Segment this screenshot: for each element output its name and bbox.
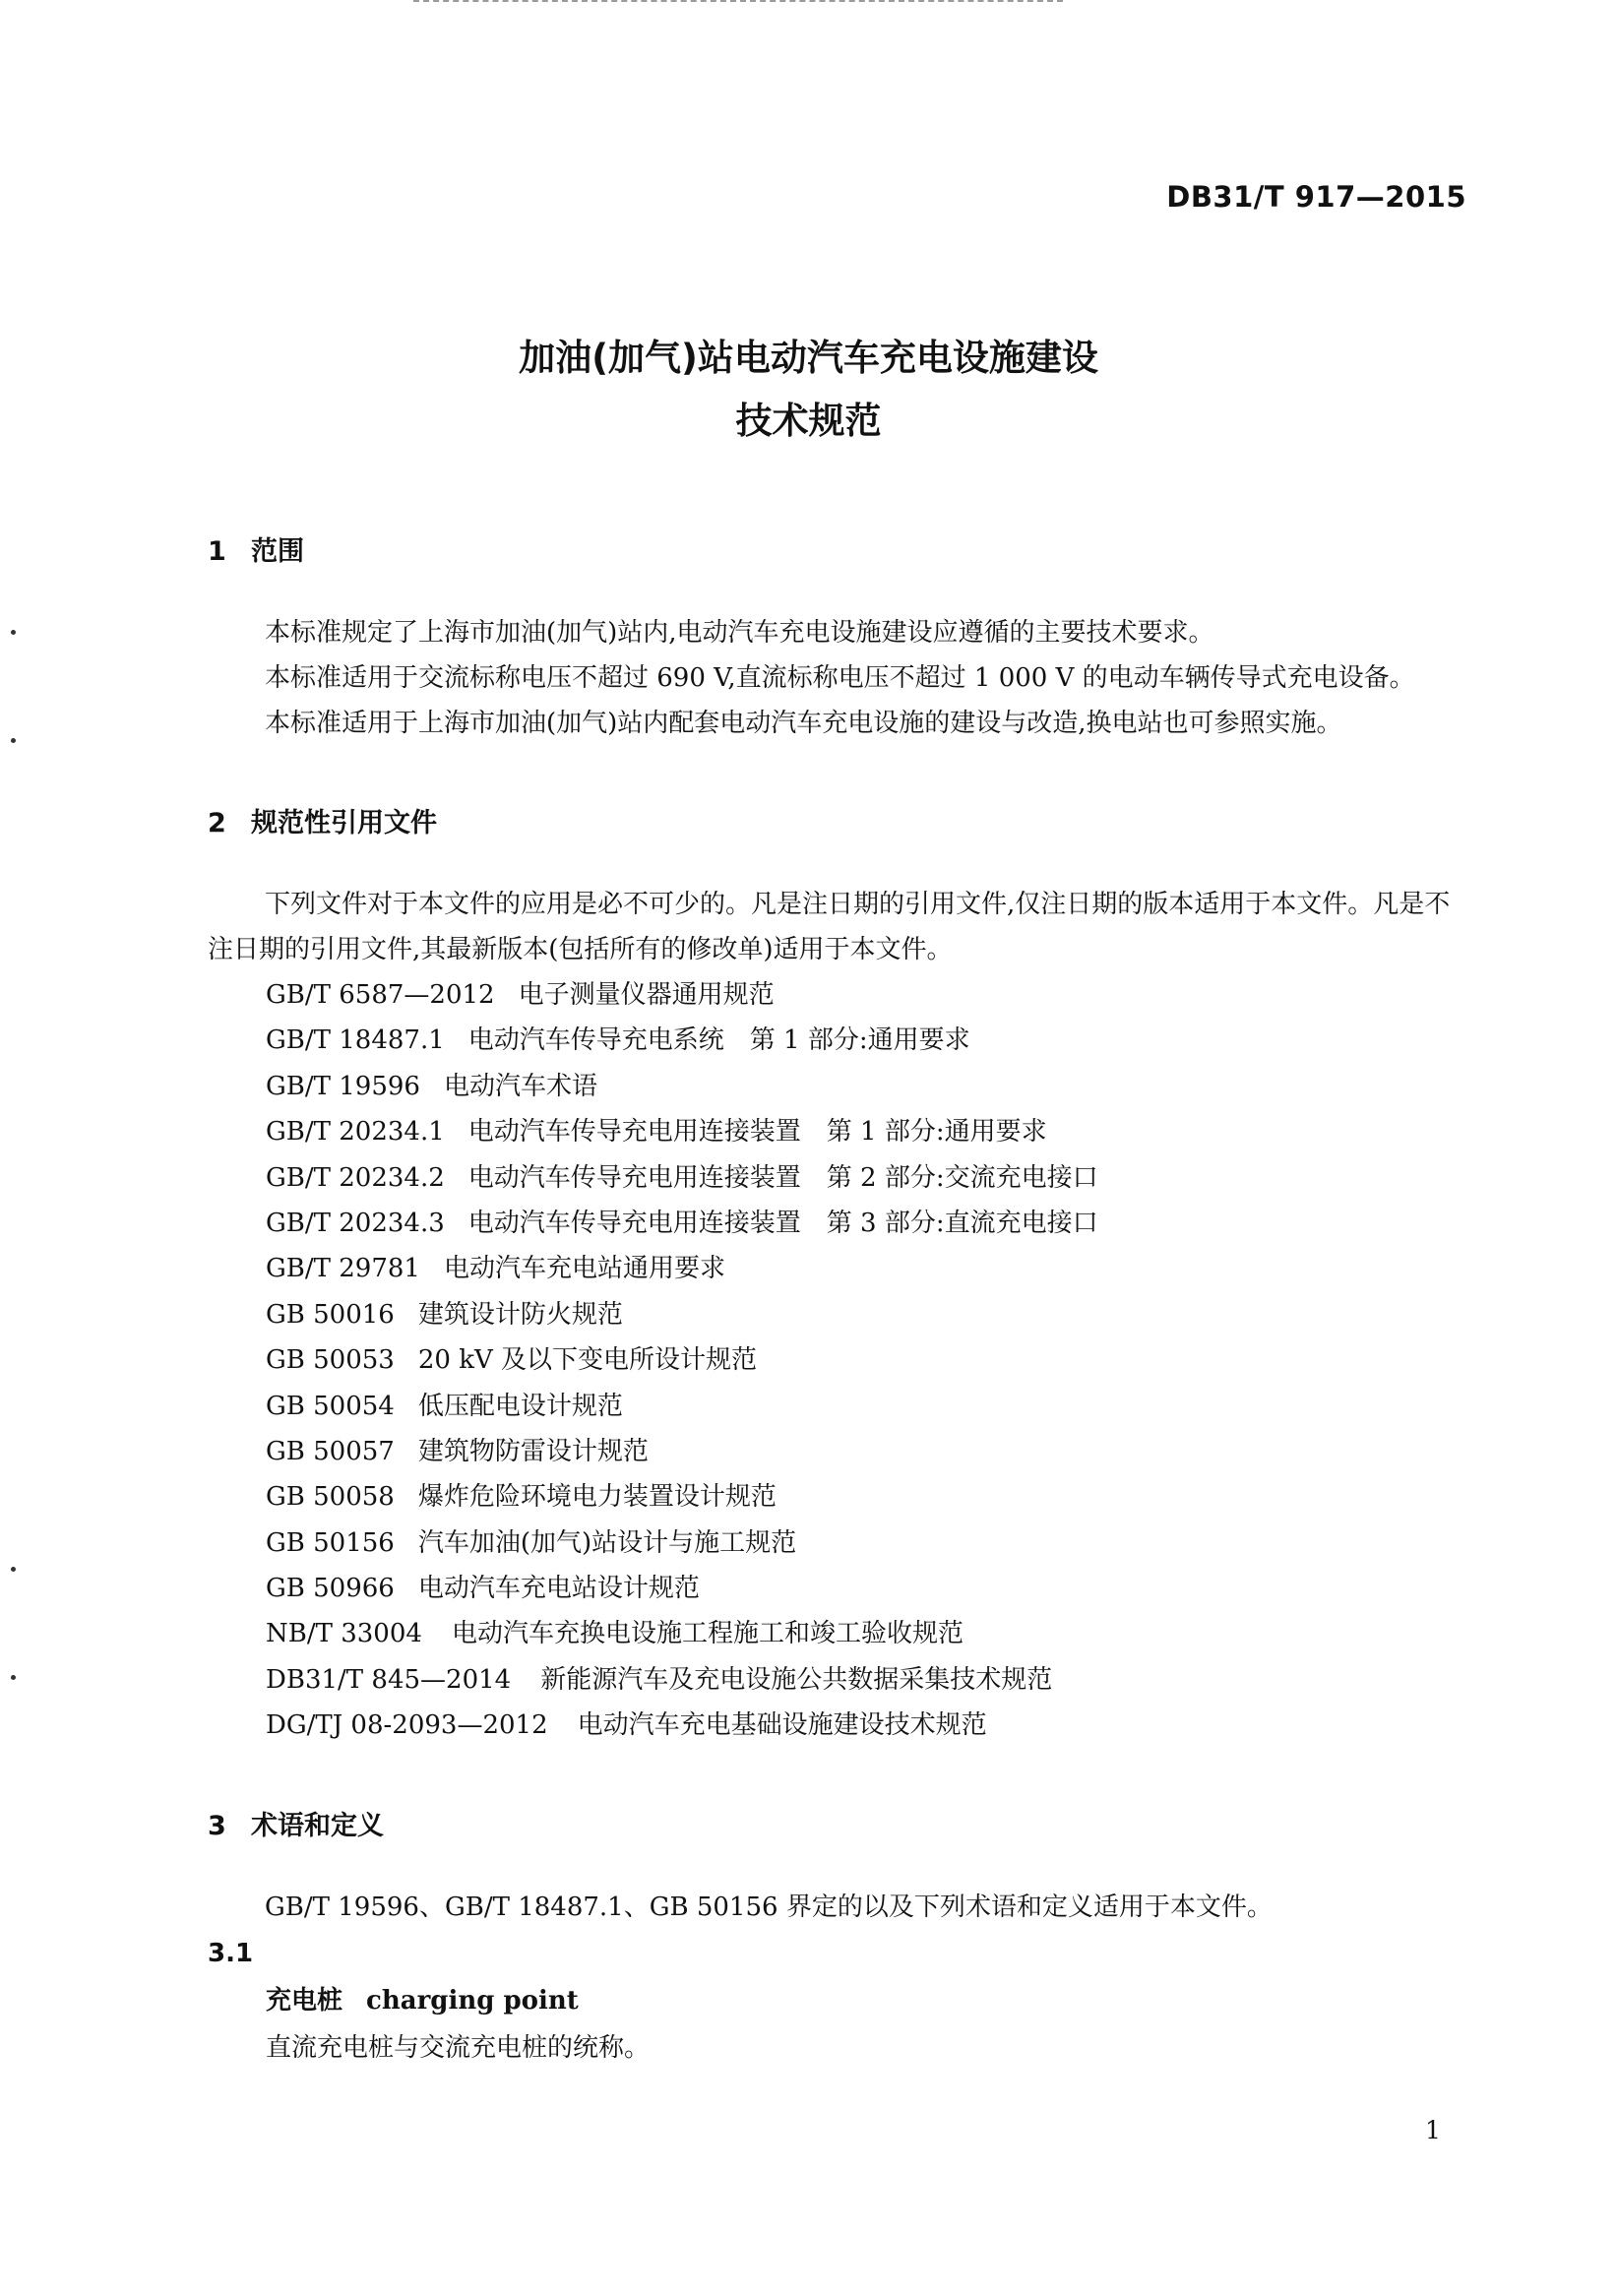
reference-item [266,1155,1467,1201]
reference-title: 电动汽车传导充电用连接装置 第 3 部分:直流充电接口 [467,1208,1098,1238]
section-2-heading [208,801,1467,846]
reference-title: 电动汽车充电基础设施建设技术规范 [577,1710,987,1741]
reference-code: GB/T 20234.1 [266,1117,445,1148]
title-line-1: 加油(加气)站电动汽车充电设施建设 [519,337,1098,379]
reference-title: 汽车加油(加气)站设计与施工规范 [417,1527,797,1558]
reference-code: GB 50016 [266,1299,395,1330]
reference-title: 建筑设计防火规范 [417,1299,623,1330]
term-name-cn: 充电桩 [266,1985,343,2016]
term-name [266,1977,1467,2024]
reference-code: GB/T 29781 [266,1254,420,1284]
reference-title: 20 kV 及以下变电所设计规范 [417,1345,758,1376]
reference-item [266,1657,1467,1703]
paragraph: 本标准适用于交流标称电压不超过 690 V,直流标称电压不超过 1 000 V 的电动车辆传导式充电设备。 [265,663,1415,693]
reference-title: 电动汽车充换电设施工程施工和竣工验收规范 [451,1619,964,1649]
reference-item [266,1520,1467,1566]
reference-code: GB 50058 [266,1482,395,1513]
section-title: 规范性引用文件 [251,808,437,838]
paragraph: 本标准适用于上海市加油(加气)站内配套电动汽车充电设施的建设与改造,换电站也可参照实施。 [265,709,1342,738]
reference-item [266,1566,1467,1611]
reference-item [266,1474,1467,1520]
reference-title: 新能源汽车及充电设施公共数据采集技术规范 [540,1664,1053,1695]
reference-code: NB/T 33004 [266,1619,422,1649]
reference-item [266,1246,1467,1291]
document-code: DB31/T 917—2015 [1166,180,1466,214]
reference-code: GB 50054 [266,1391,395,1421]
paragraph: GB/T 19596、GB/T 18487.1、GB 50156 界定的以及下列术语和定义适用于本文件。 [265,1892,1273,1922]
reference-code: GB/T 19596 [266,1071,420,1101]
reference-code: GB/T 20234.3 [266,1208,445,1238]
title-line-2: 技术规范 [735,400,882,442]
reference-title: 电动汽车充电站设计规范 [417,1574,700,1604]
reference-title: 电动汽车传导充电系统 第 1 部分:通用要求 [467,1025,970,1056]
reference-code: DB31/T 845—2014 [266,1664,512,1695]
reference-item [266,1109,1467,1154]
section-1-heading [208,529,1467,575]
reference-item [266,1337,1467,1383]
document-body [208,529,1467,2072]
section-title: 范围 [251,536,304,567]
reference-code: GB 50057 [266,1436,395,1466]
reference-item [266,1064,1467,1109]
reference-item [266,1384,1467,1429]
section-number: 3 [208,1810,226,1841]
reference-title: 建筑物防雷设计规范 [417,1436,649,1466]
reference-list [266,972,1467,1749]
page-number: 1 [1425,2116,1441,2144]
reference-item [266,1201,1467,1246]
reference-code: DG/TJ 08-2093—2012 [266,1710,548,1741]
reference-item [266,1703,1467,1748]
reference-code: GB/T 6587—2012 [266,980,495,1010]
paragraph: 下列文件对于本文件的应用是必不可少的。凡是注日期的引用文件,仅注日期的版本适用于本文件。凡是不注日期的引用文件,其最新版本(包括所有的修改单)适用于本文件。 [208,890,1451,964]
reference-code: GB/T 18487.1 [266,1025,445,1056]
term-number: 3.1 [208,1938,254,1968]
reference-title: 电动汽车传导充电用连接装置 第 1 部分:通用要求 [467,1117,1047,1148]
section-title: 术语和定义 [251,1810,384,1841]
scan-speck [11,1675,16,1680]
scan-speck [11,738,16,743]
scan-speck [11,1567,16,1572]
reference-title: 低压配电设计规范 [417,1391,623,1421]
term-definition: 直流充电桩与交流充电桩的统称。 [266,2032,651,2063]
reference-code: GB 50053 [266,1345,395,1376]
reference-item [266,1429,1467,1474]
reference-item [266,1292,1467,1337]
section-number: 1 [208,536,226,567]
reference-title: 爆炸危险环境电力装置设计规范 [417,1482,777,1513]
reference-code: GB 50156 [266,1527,395,1558]
scan-speck [11,630,16,635]
reference-title: 电动汽车充电站通用要求 [443,1254,725,1284]
reference-title: 电动汽车术语 [443,1071,597,1101]
reference-item [266,1018,1467,1063]
section-number: 2 [208,808,226,838]
reference-item [266,972,1467,1018]
reference-code: GB 50966 [266,1574,395,1604]
section-3-heading [208,1804,1467,1849]
reference-title: 电动汽车传导充电用连接装置 第 2 部分:交流充电接口 [467,1162,1098,1193]
paragraph: 本标准规定了上海市加油(加气)站内,电动汽车充电设施建设应遵循的主要技术要求。 [265,618,1214,648]
document-title [0,327,1617,453]
reference-code: GB/T 20234.2 [266,1162,445,1193]
reference-item [266,1611,1467,1656]
reference-title: 电子测量仪器通用规范 [518,980,775,1010]
top-scan-rule [413,0,1063,2]
term-name-en: charging point [366,1985,579,2016]
